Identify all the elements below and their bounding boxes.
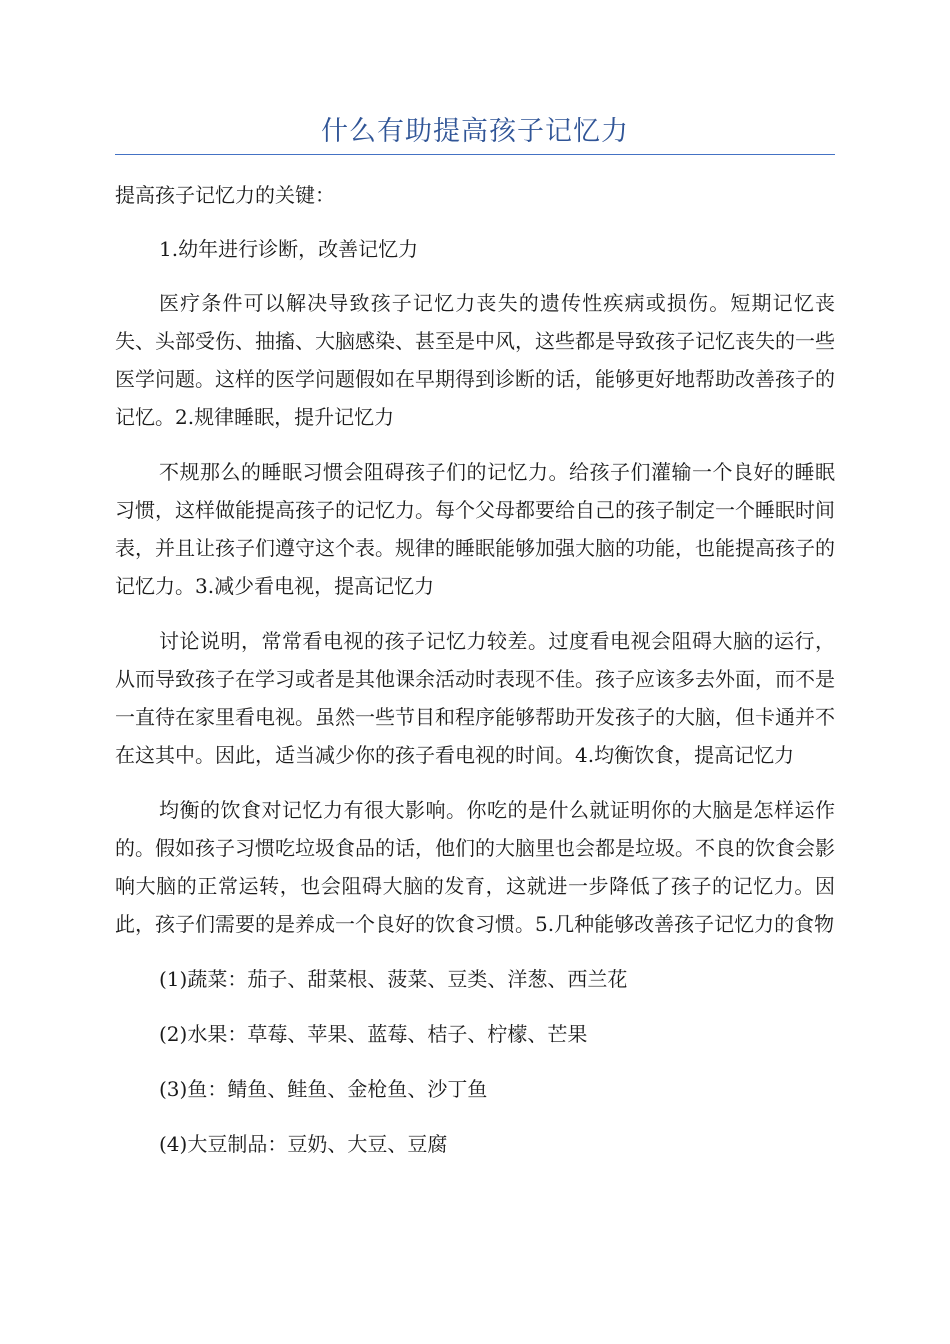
section-1-heading: 1.幼年进行诊断，改善记忆力 <box>159 237 419 261</box>
food-item-vegetables: (1)蔬菜：茄子、甜菜根、菠菜、豆类、洋葱、西兰花 <box>159 967 628 991</box>
document-body <box>115 176 835 1180</box>
food-item-fish: (3)鱼：鲭鱼、鲑鱼、金枪鱼、沙丁鱼 <box>159 1077 488 1101</box>
paragraph-2: 不规那么的睡眠习惯会阻碍孩子们的记忆力。给孩子们灌输一个良好的睡眠习惯，这样做能提高孩子的记忆力。每个父母都要给自己的孩子制定一个睡眠时间表，并且让孩子们遵守这个表。规律的睡眠能够加强大脑的功能，也能提高孩子的记忆力。3.减少看电视，提高记忆力 <box>115 460 835 598</box>
paragraph-1: 医疗条件可以解决导致孩子记忆力丧失的遗传性疾病或损伤。短期记忆丧失、头部受伤、抽搐、大脑感染、甚至是中风，这些都是导致孩子记忆丧失的一些医学问题。这样的医学问题假如在早期得到诊断的话，能够更好地帮助改善孩子的记忆。2.规律睡眠，提升记忆力 <box>115 291 835 429</box>
paragraph-4: 均衡的饮食对记忆力有很大影响。你吃的是什么就证明你的大脑是怎样运作的。假如孩子习惯吃垃圾食品的话，他们的大脑里也会都是垃圾。不良的饮食会影响大脑的正常运转，也会阻碍大脑的发育，这就进一步降低了孩子的记忆力。因此，孩子们需要的是养成一个良好的饮食习惯。5.几种能够改善孩子记忆力的食物 <box>115 798 835 936</box>
paragraph-3: 讨论说明，常常看电视的孩子记忆力较差。过度看电视会阻碍大脑的运行，从而导致孩子在学习或者是其他课余活动时表现不佳。孩子应该多去外面，而不是一直待在家里看电视。虽然一些节目和程序能够帮助开发孩子的大脑，但卡通并不在这其中。因此，适当减少你的孩子看电视的时间。4.均衡饮食，提高记忆力 <box>115 629 835 767</box>
food-item-soy: (4)大豆制品：豆奶、大豆、豆腐 <box>159 1132 448 1156</box>
page-title: 什么有助提高孩子记忆力 <box>321 116 629 147</box>
intro-line: 提高孩子记忆力的关键： <box>115 183 335 207</box>
food-item-fruits: (2)水果：草莓、苹果、蓝莓、桔子、柠檬、芒果 <box>159 1022 588 1046</box>
title-underline <box>115 154 835 155</box>
